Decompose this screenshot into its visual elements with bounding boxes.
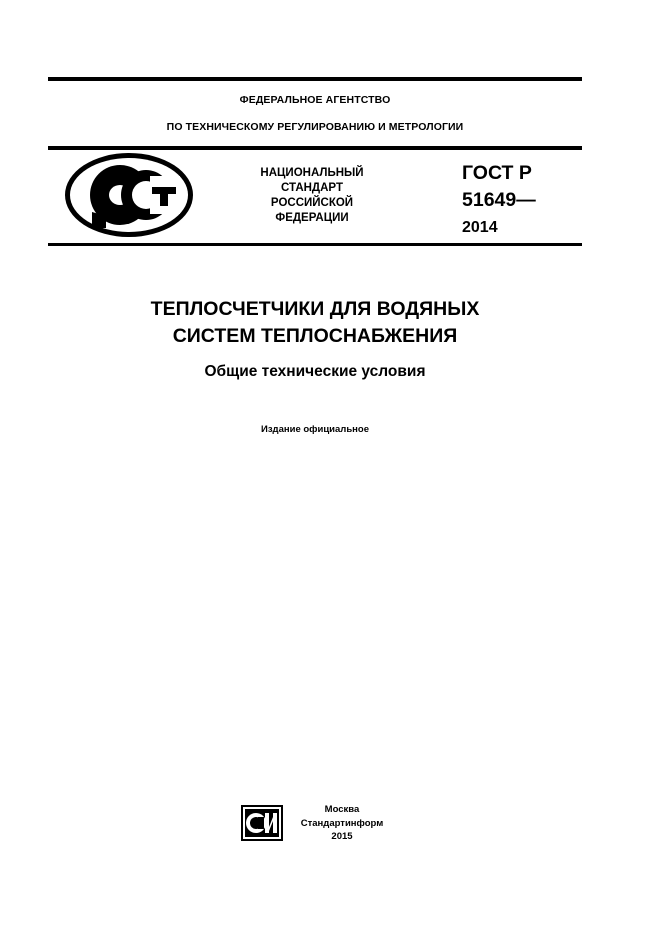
publisher-name: Стандартинформ [300, 817, 384, 829]
agency-line-2: ПО ТЕХНИЧЕСКОМУ РЕГУЛИРОВАНИЮ И МЕТРОЛОГИИ [166, 121, 464, 133]
edition-note: Издание официальное [261, 424, 369, 435]
document-title-line: СИСТЕМ ТЕПЛОСНАБЖЕНИЯ [172, 325, 458, 347]
national-standard-line: НАЦИОНАЛЬНЫЙ [260, 167, 364, 179]
national-standard-label [236, 166, 388, 226]
gost-number-line: ГОСТ Р [462, 162, 532, 184]
gost-number [462, 160, 536, 241]
standard-block-rule [48, 243, 582, 246]
national-standard-line: ФЕДЕРАЦИИ [275, 212, 349, 224]
gost-number-line: 2014 [462, 219, 498, 236]
document-title [48, 296, 582, 350]
document-subtitle: Общие технические условия [204, 363, 426, 380]
top-rule [48, 77, 582, 81]
document-title-line: ТЕПЛОСЧЕТЧИКИ ДЛЯ ВОДЯНЫХ [150, 298, 480, 320]
publisher-info [290, 803, 394, 844]
publisher-year: 2015 [331, 831, 353, 842]
national-standard-line: РОССИЙСКОЙ [270, 197, 354, 209]
agency-line-1: ФЕДЕРАЛЬНОЕ АГЕНТСТВО [239, 94, 391, 106]
gost-number-line: 51649— [462, 189, 536, 211]
national-standard-line: СТАНДАРТ [281, 182, 343, 194]
publisher-city: Москва [324, 804, 360, 815]
rst-logo-icon [62, 150, 196, 240]
standartinform-logo-icon [241, 805, 283, 841]
